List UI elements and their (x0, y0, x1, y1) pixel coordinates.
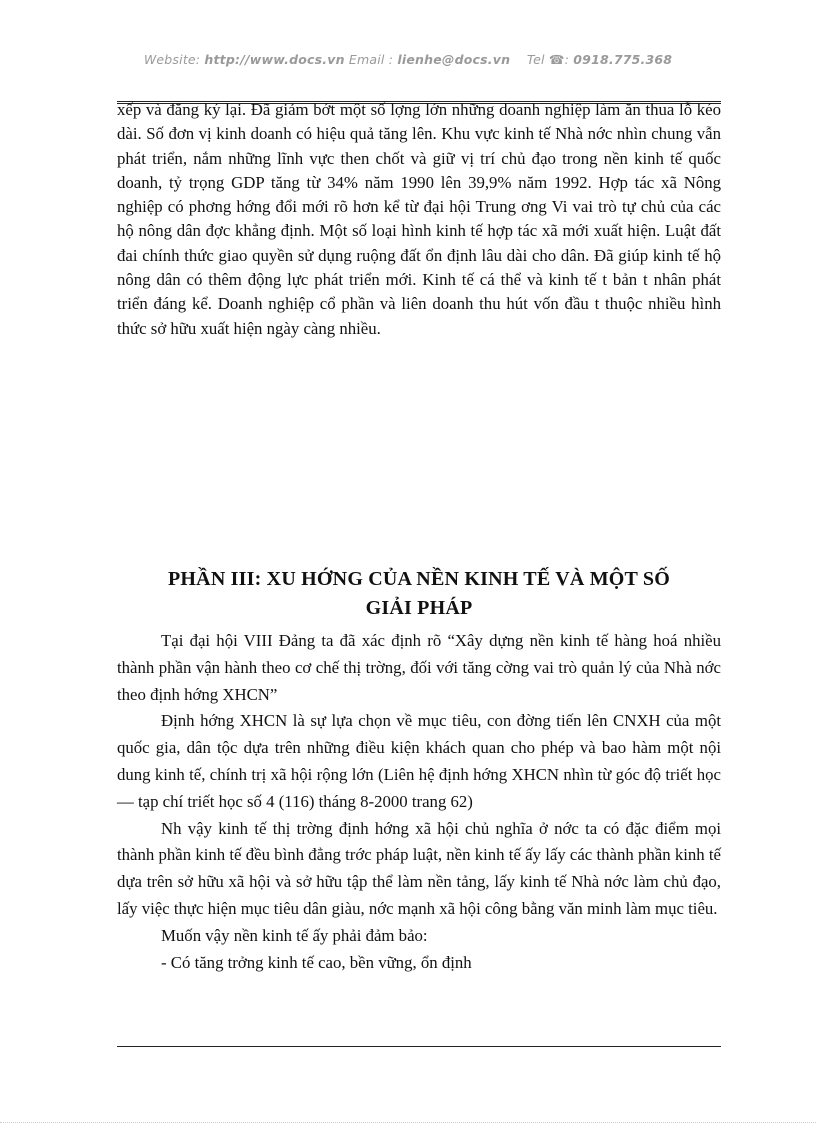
paragraph-continued: xếp và đăng ký lại. Đã giảm bớt một số lợng lớn những doanh nghiệp làm ăn thua lỗ kéo dài. Số đơn vị kinh doanh có hiệu quả tăng lên. Khu vực kinh tế Nhà nớc nhìn chung vẫn phát triển, nắm những lĩnh vực then chốt và giữ vị trí chủ đạo trong nền kinh tế quốc doanh, tỷ trọng GDP tăng từ 34% năm 1990 lên 39,9% năm 1992. Hợp tác xã Nông nghiệp có phơng hớng đổi mới rõ hơn kể từ đại hội Trung ơng Vi vai trò tự chủ của các hộ nông dân đợc khẳng định. Một số loại hình kinh tế hợp tác xã mới xuất hiện. Luật đất đai chính thức giao quyền sử dụng ruộng đất ổn định lâu dài cho dân. Đã giúp kinh tế hộ nông dân có thêm động lực phát triển mới. Kinh tế cá thể và kinh tế t bản t nhân phát triển đáng kể. Doanh nghiệp cổ phần và liên doanh thu hút vốn đầu t thuộc nhiều hình thức sở hữu xuất hiện ngày càng nhiều. (117, 100, 721, 338)
tel-number: 0918.775.368 (573, 52, 673, 67)
email-label: Email : (348, 52, 394, 67)
tel-label: Tel ☎: (526, 52, 570, 67)
section-body (117, 628, 721, 976)
body-text (117, 98, 721, 341)
paragraph: Muốn vậy nền kinh tế ấy phải đảm bảo: (161, 925, 428, 945)
section-heading (117, 565, 721, 623)
website-label: Website: (143, 52, 201, 67)
email-address[interactable]: lienhe@docs.vn (397, 52, 511, 67)
paragraph: Tại đại hội VIII Đảng ta đã xác định rõ “Xây dựng nền kinh tế hàng hoá nhiều thành phần vận hành theo cơ chế thị trờng, đối với tăng cờng vai trò quản lý của Nhà nớc theo định hớng XHCN” (117, 631, 721, 704)
paragraph: Nh vậy kinh tế thị trờng định hớng xã hội chủ nghĩa ở nớc ta có đặc điểm mọi thành phần kinh tế đều bình đẳng trớc pháp luật, nền kinh tế ấy lấy các thành phần kinh tế dựa trên sở hữu xã hội và sở hữu tập thể làm nền tảng, lấy kinh tế Nhà nớc làm chủ đạo, lấy việc thực hiện mục tiêu dân giàu, nớc mạnh xã hội công bằng văn minh làm mục tiêu. (117, 818, 721, 918)
bottom-divider (117, 1046, 721, 1047)
bullet-item: - Có tăng trởng kinh tế cao, bền vững, ổn định (161, 952, 472, 972)
page-header (0, 52, 816, 67)
paragraph: Định hớng XHCN là sự lựa chọn về mục tiêu, con đờng tiến lên CNXH của một quốc gia, dân tộc dựa trên những điều kiện khách quan cho phép và bao hàm một nội dung kinh tế, chính trị xã hội rộng lớn (Liên hệ định hớng XHCN nhìn từ góc độ triết học — tạp chí triết học số 4 (116) tháng 8-2000 trang 62) (117, 711, 721, 811)
section-heading-line1: PHẦN III: XU HỚNG CỦA NỀN KINH TẾ VÀ MỘT SỐ (168, 568, 670, 590)
website-url[interactable]: http://www.docs.vn (204, 52, 345, 67)
section-heading-line2: GIẢI PHÁP (365, 597, 473, 619)
